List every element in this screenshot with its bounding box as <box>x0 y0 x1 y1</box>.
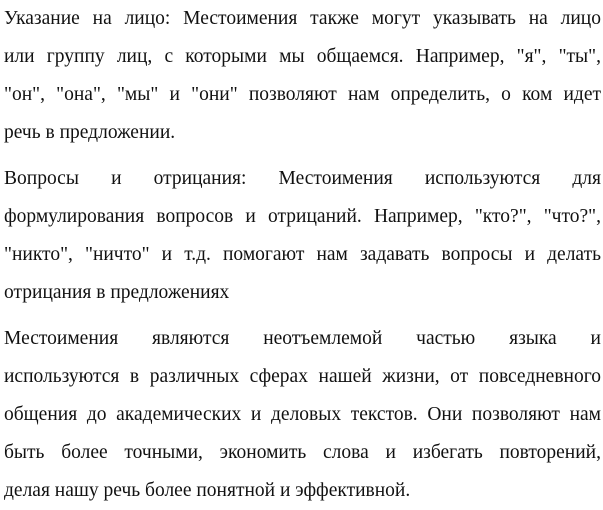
text-line: быть более точными, экономить слова и избегать повторений, <box>4 442 601 463</box>
text-line: Местоимения являются неотъемлемой частью языка и <box>4 328 601 349</box>
text-line: речь в предложении. <box>4 122 176 143</box>
paragraph-questions-negations <box>4 160 601 312</box>
text-line: "он", "она", "мы" и "они" позволяют нам определить, о ком идет <box>4 84 601 105</box>
paragraph-spacer <box>4 152 601 160</box>
paragraph-spacer <box>4 312 601 320</box>
text-line: используются в различных сферах нашей жизни, от повседневного <box>4 366 601 387</box>
paragraph-person-reference <box>4 0 601 152</box>
text-line: Указание на лицо: Местоимения также могут указывать на лицо <box>4 8 601 29</box>
text-line: Вопросы и отрицания: Местоимения используются для <box>4 168 601 189</box>
text-line: отрицания в предложениях <box>4 282 230 303</box>
text-line: формулирования вопросов и отрицаний. Например, "кто?", "что?", <box>4 206 601 227</box>
text-line: или группу лиц, с которыми мы общаемся. Например, "я", "ты", <box>4 46 601 67</box>
document-body <box>4 0 601 510</box>
text-line: "никто", "ничто" и т.д. помогают нам задавать вопросы и делать <box>4 244 601 265</box>
text-line: общения до академических и деловых текстов. Они позволяют нам <box>4 404 601 425</box>
paragraph-conclusion <box>4 320 601 510</box>
text-line: делая нашу речь более понятной и эффективной. <box>4 480 411 501</box>
